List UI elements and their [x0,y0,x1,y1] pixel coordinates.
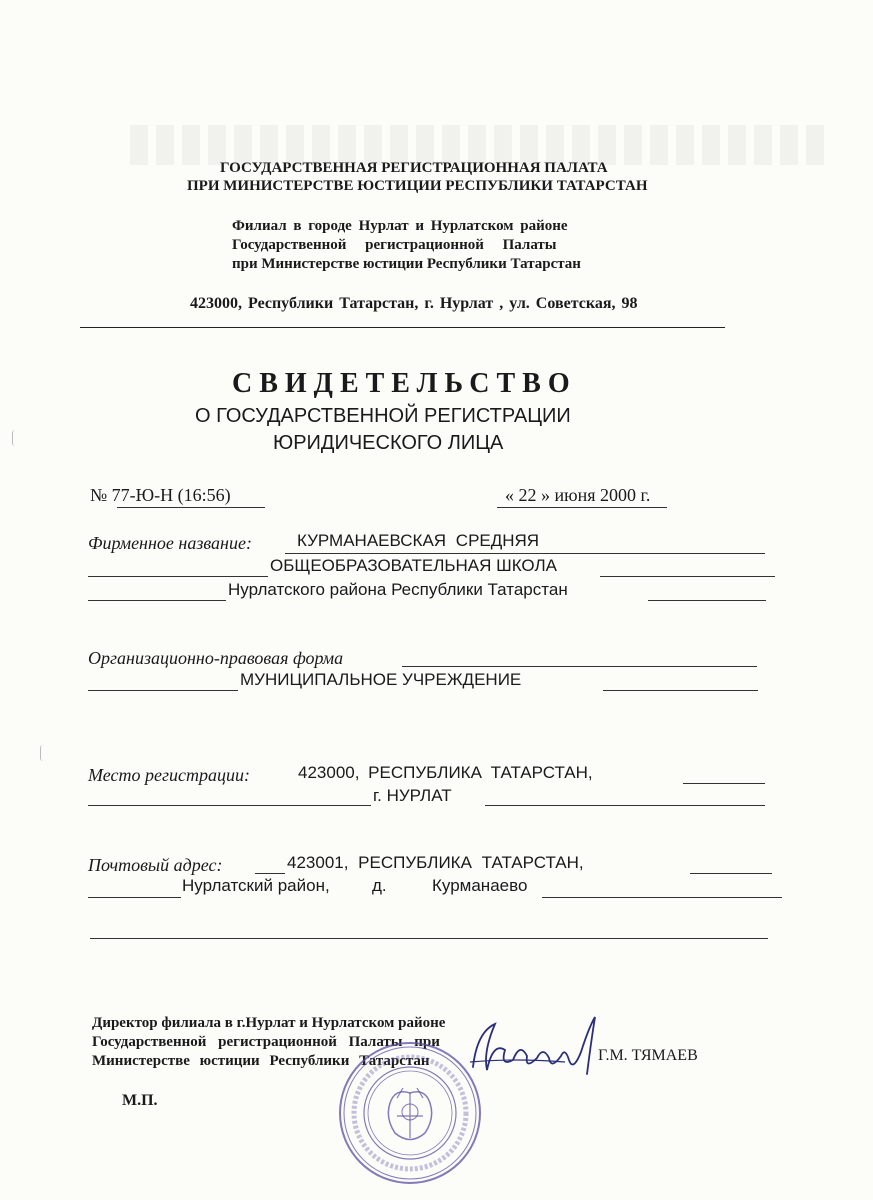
postal-address-village-prefix: д. [372,876,387,895]
chamber-title-line1: ГОСУДАРСТВЕННАЯ РЕГИСТРАЦИОННАЯ ПАЛАТА [220,160,608,176]
director-line1: Директор филиала в г.Нурлат и Нурлатском районе [92,1015,446,1031]
official-stamp [335,1038,485,1188]
director-signature [465,1012,605,1087]
empty-underline [90,938,768,939]
punch-mark [40,745,47,761]
director-line3: Министерстве юстиции Республики Татарстан [92,1053,430,1069]
registration-place-line1: 423000, РЕСПУБЛИКА ТАТАРСТАН, [298,763,593,782]
legal-form-label: Организационно-правовая форма [88,648,344,668]
firm-name-line2: ОБЩЕОБРАЗОВАТЕЛЬНАЯ ШКОЛА [270,556,557,575]
director-line2: Государственной регистрационной Палаты при [92,1034,440,1050]
director-name: Г.М. ТЯМАЕВ [598,1047,698,1064]
header-divider [80,327,725,328]
branch-line3: при Министерстве юстиции Республики Татарстан [232,256,581,272]
registration-place-line2: г. НУРЛАТ [373,786,452,805]
postal-address-village: Курманаево [432,876,528,895]
postal-address-line1: 423001, РЕСПУБЛИКА ТАТАРСТАН, [287,853,584,872]
stamp-place-label: М.П. [122,1092,158,1109]
chamber-title-line2: ПРИ МИНИСТЕРСТВЕ ЮСТИЦИИ РЕСПУБЛИКИ ТАТАРСТАН [187,178,648,194]
registration-place-label: Место регистрации: [88,765,250,785]
document-subtitle-2: ЮРИДИЧЕСКОГО ЛИЦА [273,432,504,454]
registration-date: « 22 » июня 2000 г. [505,485,651,505]
branch-line1: Филиал в городе Нурлат и Нурлатском районе [232,218,568,234]
branch-line2: Государственной регистрационной Палаты [232,237,557,253]
postal-address-label: Почтовый адрес: [88,855,223,875]
firm-name-line3: Нурлатского района Республики Татарстан [228,580,568,599]
registration-number: № 77-Ю-Н (16:56) [90,485,231,505]
document-title: СВИДЕТЕЛЬСТВО [232,368,577,399]
firm-name-line1: КУРМАНАЕВСКАЯ СРЕДНЯЯ [297,531,540,550]
branch-address: 423000, Республики Татарстан, г. Нурлат , ул. Советская, 98 [190,295,638,312]
firm-name-label: Фирменное название: [88,533,252,553]
postal-address-district: Нурлатский район, [182,876,330,895]
legal-form-value: МУНИЦИПАЛЬНОЕ УЧРЕЖДЕНИЕ [240,670,522,689]
punch-mark [12,430,19,446]
document-subtitle-1: О ГОСУДАРСТВЕННОЙ РЕГИСТРАЦИИ [195,405,571,427]
bleed-through-text [130,125,830,165]
